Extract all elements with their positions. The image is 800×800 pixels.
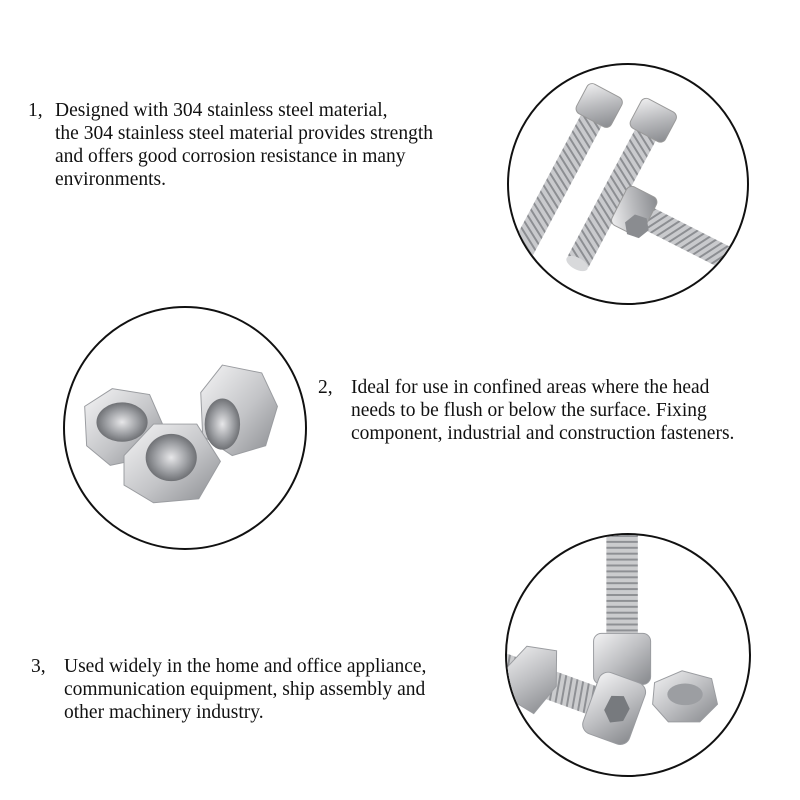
feature-2-line-2: needs to be flush or below the surface. Fixing: [351, 400, 707, 421]
feature-1-line-4: environments.: [55, 169, 167, 190]
nuts-image: [63, 306, 307, 550]
screws-image: [507, 63, 749, 305]
hex-nuts-icon: [65, 308, 305, 548]
feature-3-line-1: Used widely in the home and office appliance,: [64, 656, 427, 677]
feature-2-text: [318, 376, 798, 448]
feature-1-line-1: Designed with 304 stainless steel material,: [55, 100, 388, 121]
feature-1-line-2: the 304 stainless steel material provides strength: [55, 123, 433, 144]
screw-and-nut-assembly-icon: [507, 535, 749, 775]
socket-head-cap-screws-icon: [509, 65, 747, 303]
feature-3-line-3: other machinery industry.: [64, 702, 264, 723]
feature-3-number: 3,: [31, 656, 46, 677]
assembly-image: [505, 533, 751, 777]
feature-2-line-1: Ideal for use in confined areas where the head: [351, 377, 710, 398]
feature-3-line-2: communication equipment, ship assembly and: [64, 679, 426, 700]
feature-1-number: 1,: [28, 100, 43, 121]
feature-1-text: [28, 99, 508, 194]
feature-1-line-3: and offers good corrosion resistance in many: [55, 146, 406, 167]
feature-2-number: 2,: [318, 377, 333, 398]
feature-2-line-3: component, industrial and construction fasteners.: [351, 423, 735, 444]
feature-3-text: [31, 655, 501, 727]
